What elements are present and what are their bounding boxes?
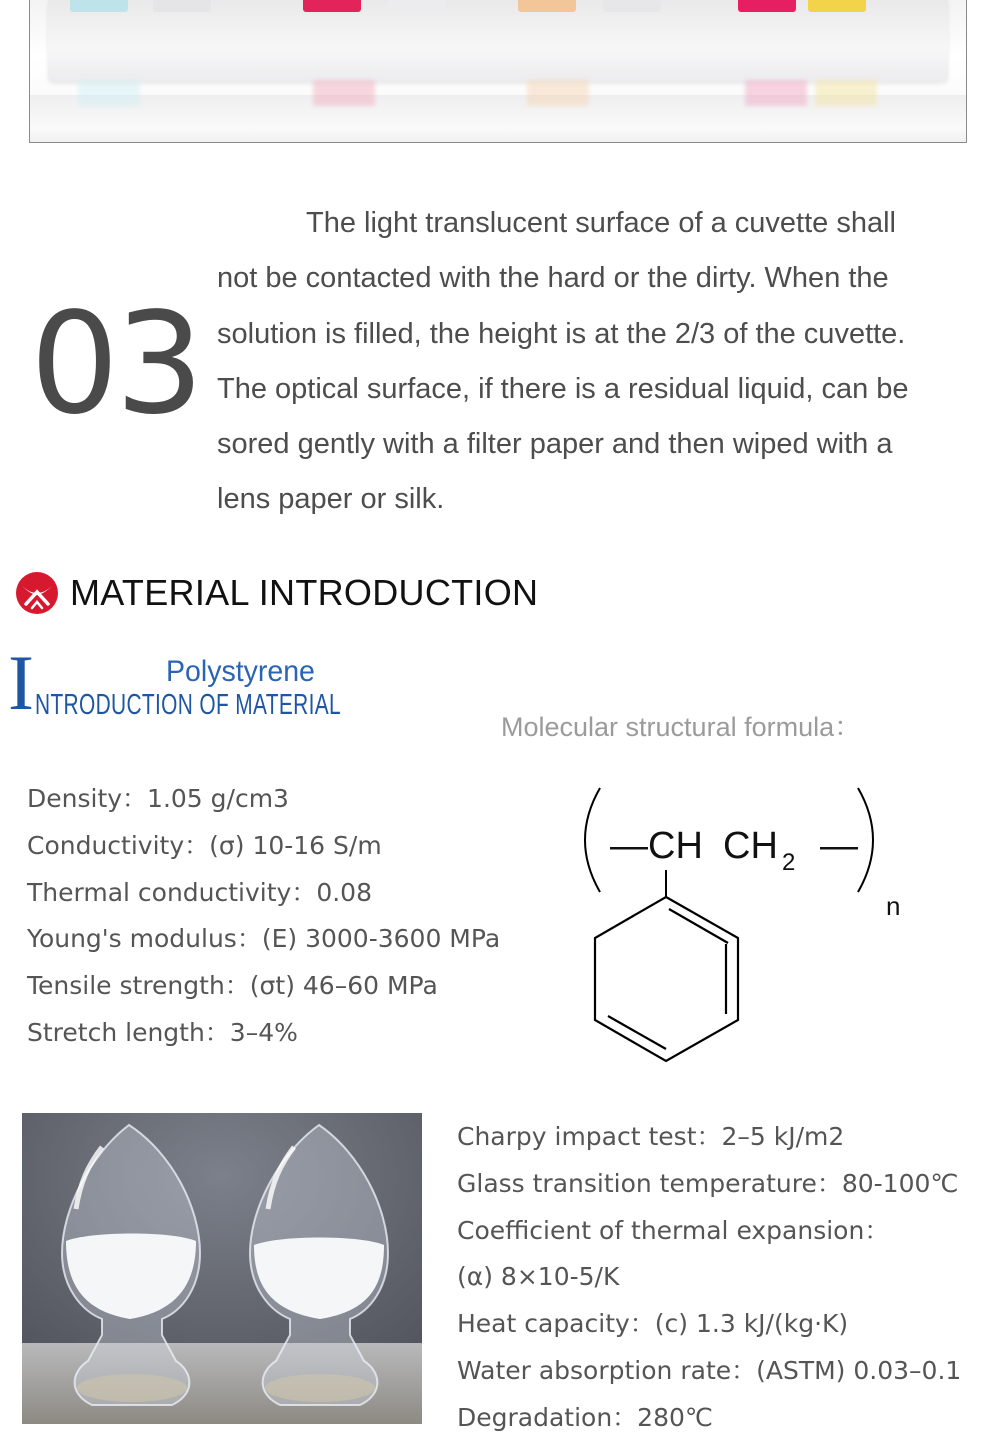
- brand-emblem-icon: [14, 570, 60, 616]
- formula-ch2: CH: [723, 825, 778, 867]
- property-stretch-length: Stretch length：3–4%: [27, 1017, 298, 1047]
- property-charpy-impact: Charpy impact test：2–5 kJ/m2: [457, 1122, 845, 1151]
- property-thermal-expansion: Coefficient of thermal expansion：: [457, 1215, 890, 1245]
- left-bracket: [585, 788, 600, 892]
- cuvette-cell: [153, 0, 211, 12]
- step-number: 03: [30, 283, 201, 446]
- cuvette-cell: [518, 0, 576, 12]
- property-youngs-modulus: Young's modulus：(E) 3000-3600 MPa: [27, 924, 501, 954]
- structural-formula-diagram: [570, 780, 930, 1070]
- right-bracket: [858, 788, 873, 892]
- section-header: [14, 565, 538, 621]
- formula-n: n: [886, 891, 901, 921]
- cell-reflection: [745, 80, 807, 106]
- property-tensile-strength: Tensile strength：(σt) 46–60 MPa: [27, 971, 438, 1001]
- properties-list-left: [27, 776, 500, 1057]
- step-line: The light translucent surface of a cuvette shall: [306, 207, 896, 239]
- intro-big-letter: I: [8, 639, 34, 726]
- cuvette-cell: [738, 0, 796, 12]
- rack-top: [48, 0, 948, 82]
- formula-label: Molecular structural formula：: [501, 712, 862, 742]
- material-name: Polystyrene: [166, 655, 315, 688]
- cell-reflection: [527, 80, 589, 106]
- cuvette-cell: [388, 0, 446, 12]
- formula-trailing-dash: —: [820, 825, 858, 867]
- property-conductivity: Conductivity：(σ) 10-16 S/m: [27, 830, 382, 860]
- formula-subscript: 2: [782, 849, 796, 876]
- polystyrene-granules-photo: [22, 1113, 422, 1424]
- cuvette-cell: [603, 0, 661, 12]
- properties-list-right: [457, 1114, 961, 1442]
- property-thermal-expansion-value: (α) 8×10-5/K: [457, 1262, 620, 1292]
- property-heat-capacity: Heat capacity：(c) 1.3 kJ/(kg·K): [457, 1309, 849, 1339]
- cell-reflection: [313, 80, 375, 106]
- cell-reflection: [815, 80, 877, 106]
- double-bond: [669, 909, 728, 943]
- cuvette-cell: [70, 0, 128, 12]
- property-glass-transition: Glass transition temperature：80-100℃: [457, 1168, 959, 1198]
- formula-ch: —CH: [610, 825, 703, 867]
- property-thermal-conductivity: Thermal conductivity：0.08: [27, 877, 372, 907]
- intro-heading-rest: NTRODUCTION OF MATERIAL: [35, 689, 342, 721]
- material-intro-logo: [8, 639, 348, 726]
- step-description: [217, 196, 987, 528]
- step-line: sored gently with a filter paper and then wiped with a: [217, 428, 893, 461]
- property-density: Density：1.05 g/cm3: [27, 784, 289, 813]
- property-water-absorption: Water absorption rate：(ASTM) 0.03–0.1: [457, 1355, 962, 1385]
- step-line: lens paper or silk.: [217, 483, 445, 516]
- cuvette-cell: [303, 0, 361, 12]
- step-line: not be contacted with the hard or the dirty. When the: [217, 262, 889, 295]
- cuvette-rack-photo: [29, 0, 967, 143]
- step-line: solution is filled, the height is at the 2/3 of the cuvette.: [217, 317, 906, 350]
- cell-reflection: [78, 80, 140, 106]
- section-title: MATERIAL INTRODUCTION: [70, 572, 539, 613]
- flask-illustration: [22, 1113, 422, 1424]
- step-line: The optical surface, if there is a residual liquid, can be: [217, 372, 909, 405]
- benzene-ring: [595, 897, 738, 1061]
- property-degradation: Degradation：280℃: [457, 1402, 713, 1432]
- cuvette-cell: [808, 0, 866, 12]
